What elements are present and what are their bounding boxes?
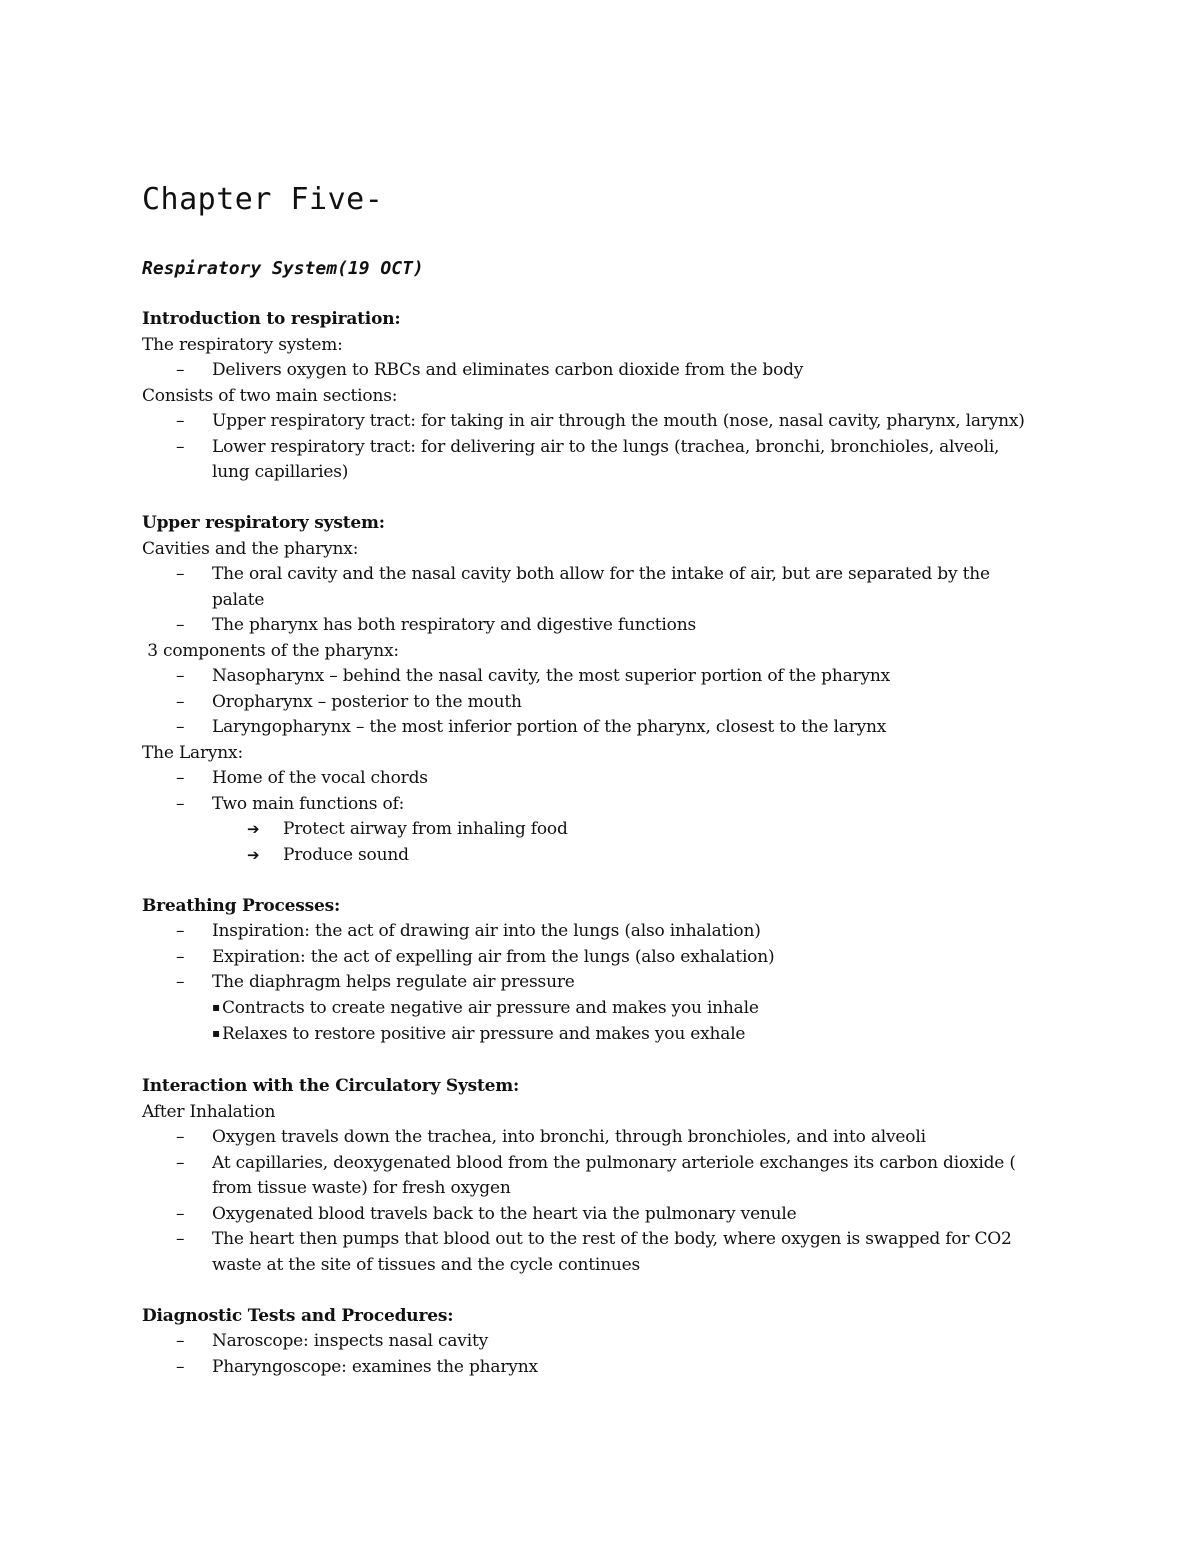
dash-bullet: – (176, 691, 185, 712)
intro-sections-label: Consists of two main sections: (142, 385, 398, 406)
square-bullet-icon: ▪ (212, 1026, 220, 1040)
list-item-continuation: palate (212, 589, 265, 610)
dash-bullet: – (176, 921, 185, 941)
list-item: – The diaphragm helps regulate air pressure (142, 970, 1062, 996)
list-item: – The heart then pumps that blood out to the rest of the body, where oxygen is swapped for CO2 (142, 1227, 1062, 1253)
arrow-icon: ➔ (247, 845, 260, 864)
after-inhalation-label: After Inhalation (142, 1101, 276, 1122)
list-item-continuation: waste at the site of tissues and the cycle continues (212, 1254, 640, 1275)
list-item-continuation: from tissue waste) for fresh oxygen (212, 1178, 511, 1198)
arrow-icon: ➔ (247, 820, 260, 838)
dash-bullet: – (176, 411, 185, 431)
dash-bullet: – (176, 1356, 185, 1377)
dash-bullet: – (176, 1229, 185, 1249)
list-item: – Pharyngoscope: examines the pharynx (142, 1355, 1062, 1381)
dash-bullet: – (176, 1127, 185, 1147)
list-item: – The pharynx has both respiratory and digestive functions (142, 613, 1062, 639)
list-item: – Naroscope: inspects nasal cavity (142, 1329, 1062, 1355)
diagnostic-heading: Diagnostic Tests and Procedures: (142, 1305, 454, 1326)
cavities-label: Cavities and the pharynx: (142, 538, 359, 559)
dash-bullet: – (176, 972, 185, 992)
larynx-label: The Larynx: (142, 742, 243, 763)
dash-bullet: – (176, 1331, 185, 1351)
components-label: 3 components of the pharynx: (142, 640, 399, 661)
list-item: – Delivers oxygen to RBCs and eliminates carbon dioxide from the body (142, 358, 1062, 384)
list-item: – Oxygenated blood travels back to the heart via the pulmonary venule (142, 1202, 1062, 1228)
dash-bullet: – (176, 666, 185, 686)
section-subtitle: Respiratory System(19 OCT) (142, 258, 424, 279)
list-item: – At capillaries, deoxygenated blood from the pulmonary arteriole exchanges its carbon dioxide ( (142, 1151, 1062, 1177)
list-item: – Expiration: the act of expelling air from the lungs (also exhalation) (142, 945, 1062, 971)
breathing-heading: Breathing Processes: (142, 895, 341, 916)
dash-bullet: – (176, 1203, 185, 1224)
circulatory-heading: Interaction with the Circulatory System: (142, 1076, 520, 1096)
dash-bullet: – (176, 793, 185, 814)
sub-list-item: ▪ Contracts to create negative air pressure and makes you inhale (212, 997, 759, 1018)
sub-list-item: ➔ Protect airway from inhaling food (142, 817, 1062, 843)
square-bullet-icon: ▪ (212, 999, 220, 1014)
list-item-continuation: lung capillaries) (212, 462, 349, 482)
sub-list-item: ➔ Produce sound (142, 843, 1062, 869)
dash-bullet: – (176, 768, 185, 788)
dash-bullet: – (176, 1152, 185, 1173)
list-item: – Laryngopharynx – the most inferior portion of the pharynx, closest to the larynx (142, 715, 1062, 741)
intro-heading: Introduction to respiration: (142, 309, 401, 329)
list-item: – Inspiration: the act of drawing air into the lungs (also inhalation) (142, 919, 1062, 945)
intro-system-label: The respiratory system: (142, 334, 343, 355)
dash-bullet: – (176, 360, 185, 380)
list-item: – Oropharynx – posterior to the mouth (142, 690, 1062, 716)
chapter-title: Chapter Five- (142, 182, 384, 217)
list-item: – Lower respiratory tract: for delivering air to the lungs (trachea, bronchi, bronchioles, alveoli, (142, 435, 1062, 461)
upper-heading: Upper respiratory system: (142, 513, 385, 533)
list-item: – Home of the vocal chords (142, 766, 1062, 792)
sub-list-item: ▪ Relaxes to restore positive air pressure and makes you exhale (212, 1024, 746, 1044)
list-item: – Upper respiratory tract: for taking in air through the mouth (nose, nasal cavity, pharynx, larynx) (142, 409, 1062, 435)
dash-bullet: – (176, 946, 185, 967)
list-item: – Two main functions of: (142, 792, 1062, 818)
dash-bullet: – (176, 436, 185, 457)
dash-bullet: – (176, 615, 185, 635)
dash-bullet: – (176, 717, 185, 737)
list-item: – Oxygen travels down the trachea, into bronchi, through bronchioles, and into alveoli (142, 1125, 1062, 1151)
dash-bullet: – (176, 564, 185, 584)
list-item: – The oral cavity and the nasal cavity both allow for the intake of air, but are separated by the (142, 562, 1062, 588)
list-item: – Nasopharynx – behind the nasal cavity, the most superior portion of the pharynx (142, 664, 1062, 690)
document-page (142, 178, 1062, 1380)
